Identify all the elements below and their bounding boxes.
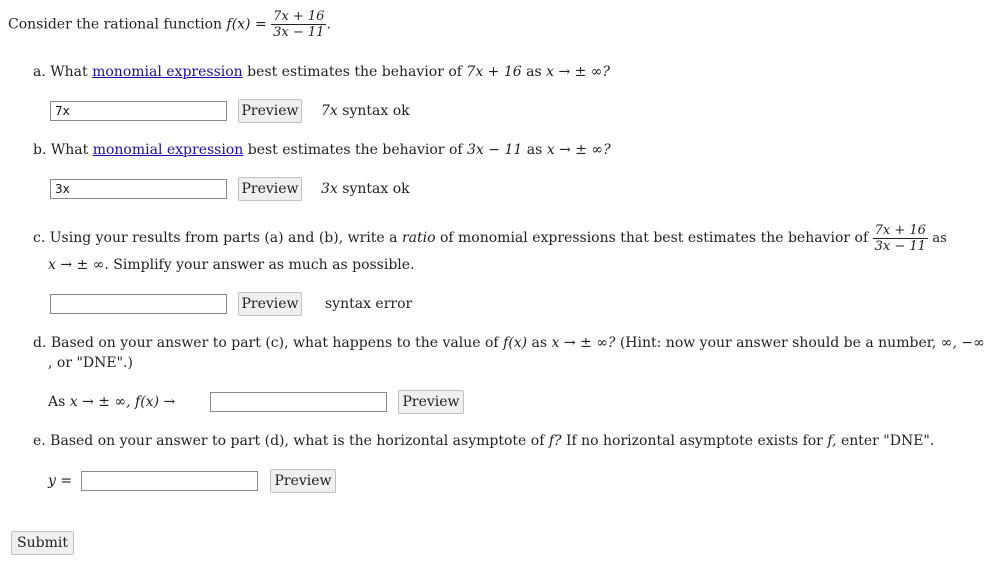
part-c-denominator: 3x − 11	[874, 238, 926, 254]
monomial-expression-link-b[interactable]: monomial expression	[92, 142, 244, 158]
part-b-status	[321, 180, 410, 198]
part-e-pre: e. Based on your answer to part (d), what is the horizontal asymptote of	[33, 433, 545, 449]
part-c-answer-input[interactable]	[50, 294, 227, 314]
part-b-pre: b. What	[33, 142, 89, 158]
part-b-answer-input[interactable]: 3x	[50, 179, 227, 199]
part-d-as: as	[531, 335, 548, 351]
part-a-expr: 7x + 16	[466, 64, 522, 80]
part-b-limit: x → ± ∞?	[546, 142, 611, 158]
part-a-status-math: 7x	[321, 103, 338, 119]
part-d-pre: d. Based on your answer to part (c), what happens to the value of	[33, 335, 499, 351]
intro-text: Consider the rational function	[8, 16, 223, 33]
monomial-expression-link-a[interactable]: monomial expression	[92, 64, 243, 80]
part-b-question	[33, 141, 611, 159]
part-b-status-math: 3x	[321, 181, 338, 197]
part-d-line1	[33, 334, 985, 352]
part-d-fx: f(x)	[503, 335, 528, 351]
part-a-limit: x → ± ∞?	[546, 64, 610, 80]
part-a-question	[33, 63, 610, 81]
part-a-as: as	[526, 64, 542, 80]
part-b-post: best estimates the behavior of	[247, 142, 463, 158]
part-e-answer-label: y =	[48, 473, 73, 489]
part-c-line2	[48, 256, 415, 274]
part-c-instructions: Simplify your answer as much as possible.	[113, 257, 415, 273]
part-d-answer-input[interactable]	[210, 392, 387, 412]
part-d-answer-as: As	[48, 394, 66, 410]
part-d-preview-button[interactable]: Preview	[398, 390, 464, 414]
part-d-hint: (Hint: now your answer should be a number,	[619, 335, 937, 351]
part-b-expr: 3x − 11	[467, 142, 523, 158]
intro-numerator: 7x + 16	[273, 9, 325, 24]
part-d-neg-inf: −∞	[961, 335, 985, 351]
part-e-preview-button[interactable]: Preview	[270, 469, 336, 493]
part-e-answer-input[interactable]	[81, 471, 258, 491]
part-c-fraction	[873, 223, 928, 254]
part-c-pre: c. Using your results from parts (a) and (b), write a	[33, 230, 398, 246]
part-b-status-text: syntax ok	[342, 181, 410, 197]
part-a-post: best estimates the behavior of	[247, 64, 462, 80]
part-a-status-text: syntax ok	[342, 103, 410, 119]
part-d-line2: , or "DNE".)	[48, 355, 133, 371]
part-d-answer-fx: f(x) →	[135, 394, 176, 410]
part-e-mid: If no horizontal asymptote exists for	[565, 433, 823, 449]
part-d-limit: x → ± ∞?	[551, 335, 616, 351]
part-c-numerator: 7x + 16	[874, 222, 926, 238]
part-c-as: as	[932, 231, 947, 246]
part-b-as: as	[526, 142, 543, 158]
intro-line	[8, 9, 331, 40]
part-c-post: of monomial expressions that best estimates the behavior of	[439, 230, 869, 246]
intro-denominator: 3x − 11	[273, 25, 325, 40]
part-e-f2: f,	[827, 433, 837, 449]
intro-fraction	[271, 9, 326, 40]
part-a-preview-button[interactable]: Preview	[238, 99, 302, 123]
part-d-inf: ∞,	[940, 335, 957, 351]
part-e-post: enter "DNE".	[840, 433, 935, 449]
part-c-limit: x → ± ∞.	[48, 257, 109, 273]
function-lhs: f(x) =	[226, 16, 267, 33]
part-c-status: syntax error	[325, 296, 413, 312]
intro-period: .	[326, 16, 331, 33]
part-c-line1	[33, 218, 947, 259]
part-c-preview-button[interactable]: Preview	[238, 292, 302, 316]
part-d-answer-label	[48, 393, 175, 411]
part-e-line1	[33, 432, 934, 450]
part-a-pre: a. What	[33, 64, 88, 80]
part-a-status	[321, 102, 410, 120]
part-c-ratio: ratio	[401, 230, 436, 246]
part-e-f1: f?	[548, 433, 562, 449]
submit-button[interactable]: Submit	[11, 531, 74, 555]
part-b-preview-button[interactable]: Preview	[238, 177, 302, 201]
part-a-answer-input[interactable]: 7x	[50, 101, 227, 121]
part-d-answer-limit: x → ± ∞,	[69, 394, 131, 410]
